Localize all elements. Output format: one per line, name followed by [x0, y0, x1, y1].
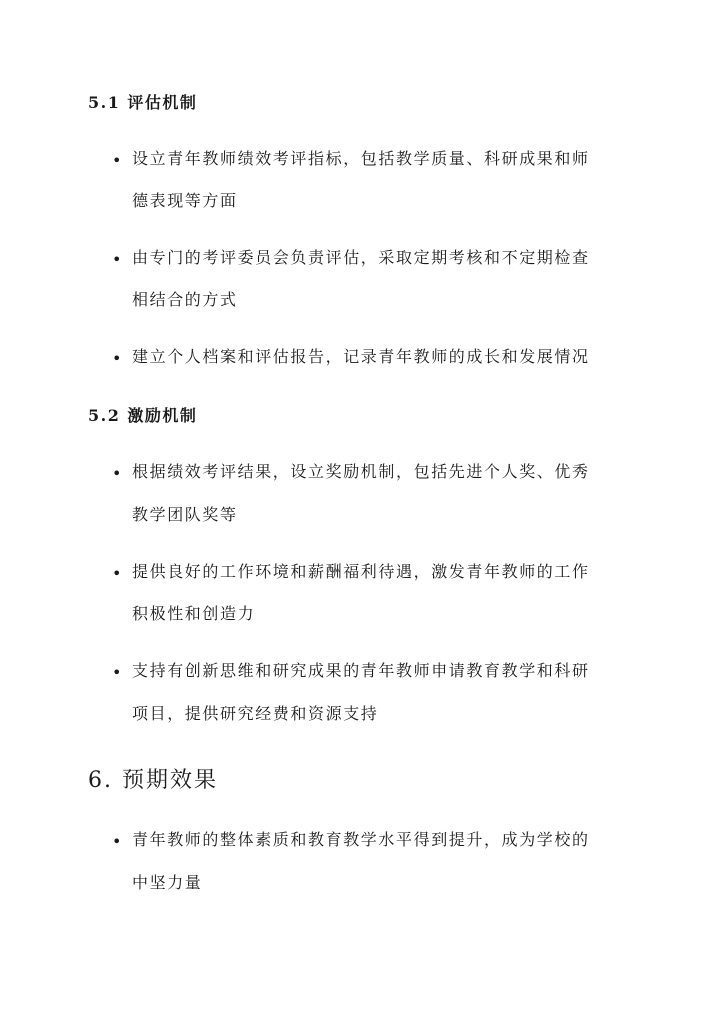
- bullet-marker: •: [112, 564, 122, 583]
- section-6-heading: 6. 预期效果: [88, 768, 218, 793]
- section-5-2-item-3-line-1: 支持有创新思维和研究成果的青年教师申请教育教学和科研: [132, 661, 590, 680]
- section-6-item-1-line-2: 中坚力量: [132, 873, 203, 892]
- section-5-1-heading: 5.1 评估机制: [88, 93, 198, 112]
- bullet-marker: •: [112, 464, 122, 483]
- section-5-2-item-2-line-2: 积极性和创造力: [132, 604, 256, 623]
- bullet-marker: •: [112, 832, 122, 851]
- section-5-2-item-1-line-1: 根据绩效考评结果，设立奖励机制，包括先进个人奖、优秀: [132, 462, 590, 481]
- bullet-marker: •: [112, 250, 122, 269]
- section-5-1-item-2-line-1: 由专门的考评委员会负责评估，采取定期考核和不定期检查: [132, 248, 590, 267]
- section-5-2-item-2-line-1: 提供良好的工作环境和薪酬福利待遇，激发青年教师的工作: [132, 562, 590, 581]
- bullet-marker: •: [112, 151, 122, 170]
- section-5-1-item-1-line-2: 德表现等方面: [132, 191, 238, 210]
- section-5-2-item-3-line-2: 项目，提供研究经费和资源支持: [132, 704, 379, 723]
- section-6-item-1-line-1: 青年教师的整体素质和教育教学水平得到提升，成为学校的: [132, 830, 590, 849]
- section-5-2-item-1-line-2: 教学团队奖等: [132, 505, 238, 524]
- section-5-1-item-1-line-1: 设立青年教师绩效考评指标，包括教学质量、科研成果和师: [132, 149, 590, 168]
- section-5-1-item-3-line-1: 建立个人档案和评估报告，记录青年教师的成长和发展情况: [132, 347, 590, 366]
- bullet-marker: •: [112, 349, 122, 368]
- section-5-1-item-2-line-2: 相结合的方式: [132, 290, 238, 309]
- bullet-marker: •: [112, 663, 122, 682]
- section-5-2-heading: 5.2 激励机制: [88, 406, 198, 425]
